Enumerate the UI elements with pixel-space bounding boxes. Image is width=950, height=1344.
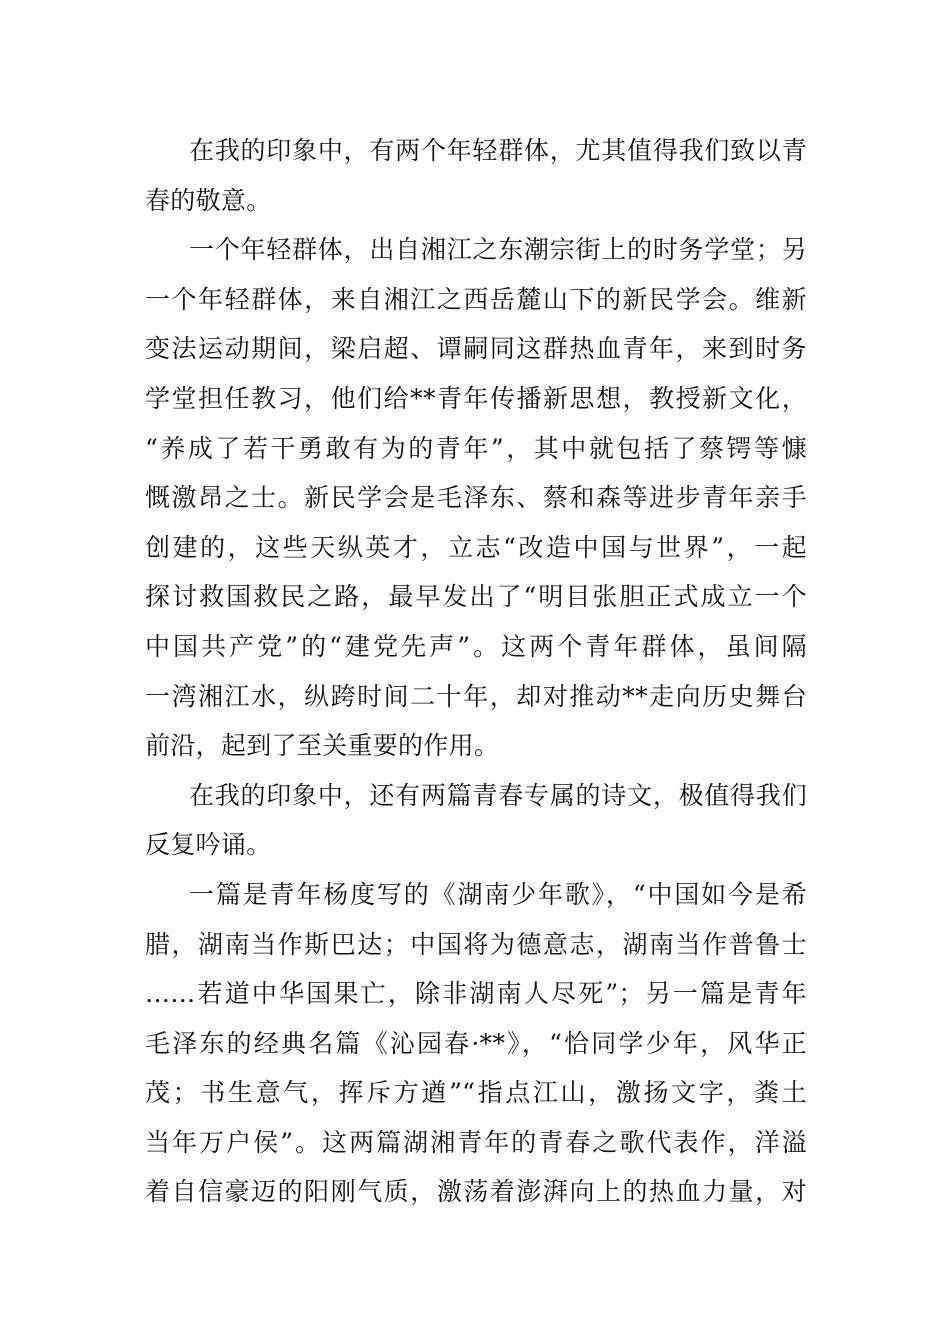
text-line: 着自信豪迈的阳刚气质，激荡着澎湃向上的热血力量，对: [145, 1177, 807, 1207]
text-line: 在我的印象中，有两个年轻群体，尤其值得我们致以青: [189, 136, 807, 165]
text-line: 反复吟诵。: [145, 830, 272, 860]
text-line: 在我的印象中，还有两篇青春专属的诗文，极值得我们: [189, 780, 807, 810]
text-line: 中国共产党”的“建党先声”。这两个青年群体，虽间隔: [145, 631, 807, 661]
text-line: “养成了若干勇敢有为的青年”，其中就包括了蔡锷等慷: [145, 433, 807, 463]
text-line: 探讨救国救民之路，最早发出了“明目张胆正式成立一个: [145, 582, 807, 612]
text-line: 变法运动期间，梁启超、谭嗣同这群热血青年，来到时务: [145, 334, 807, 364]
text-line: 一篇是青年杨度写的《湖南少年歌》，“中国如今是希: [189, 879, 807, 909]
text-line: 前沿，起到了至关重要的作用。: [145, 731, 500, 761]
paragraph-4: [145, 870, 807, 1217]
paragraph-1: [145, 126, 807, 225]
text-line: 茂；书生意气，挥斥方遒”“指点江山，激扬文字，粪土: [145, 1078, 807, 1108]
text-line: 当年万户侯”。这两篇湖湘青年的青春之歌代表作，洋溢: [145, 1127, 807, 1157]
text-line: 毛泽东的经典名篇《沁园春·**》，“恰同学少年，风华正: [145, 1028, 807, 1058]
text-line: 腊，湖南当作斯巴达；中国将为德意志，湖南当作普鲁士: [145, 929, 807, 959]
text-line: 慨激昂之士。新民学会是毛泽东、蔡和森等进步青年亲手: [145, 483, 807, 513]
text-line: 一湾湘江水，纵跨时间二十年，却对推动**走向历史舞台: [145, 681, 807, 711]
text-line: 一个年轻群体，出自湘江之东潮宗街上的时务学堂；另: [189, 235, 807, 265]
text-line: 创建的，这些天纵英才，立志“改造中国与世界”，一起: [145, 532, 807, 562]
document-body: [145, 126, 807, 1217]
text-line: 学堂担任教习，他们给**青年传播新思想，教授新文化，: [145, 383, 807, 413]
paragraph-2: [145, 225, 807, 771]
text-line: 一个年轻群体，来自湘江之西岳麓山下的新民学会。维新: [145, 284, 807, 314]
paragraph-3: [145, 771, 807, 870]
text-line: ……若道中华国果亡，除非湖南人尽死”；另一篇是青年: [145, 979, 807, 1009]
text-line: 春的敬意。: [145, 185, 272, 215]
